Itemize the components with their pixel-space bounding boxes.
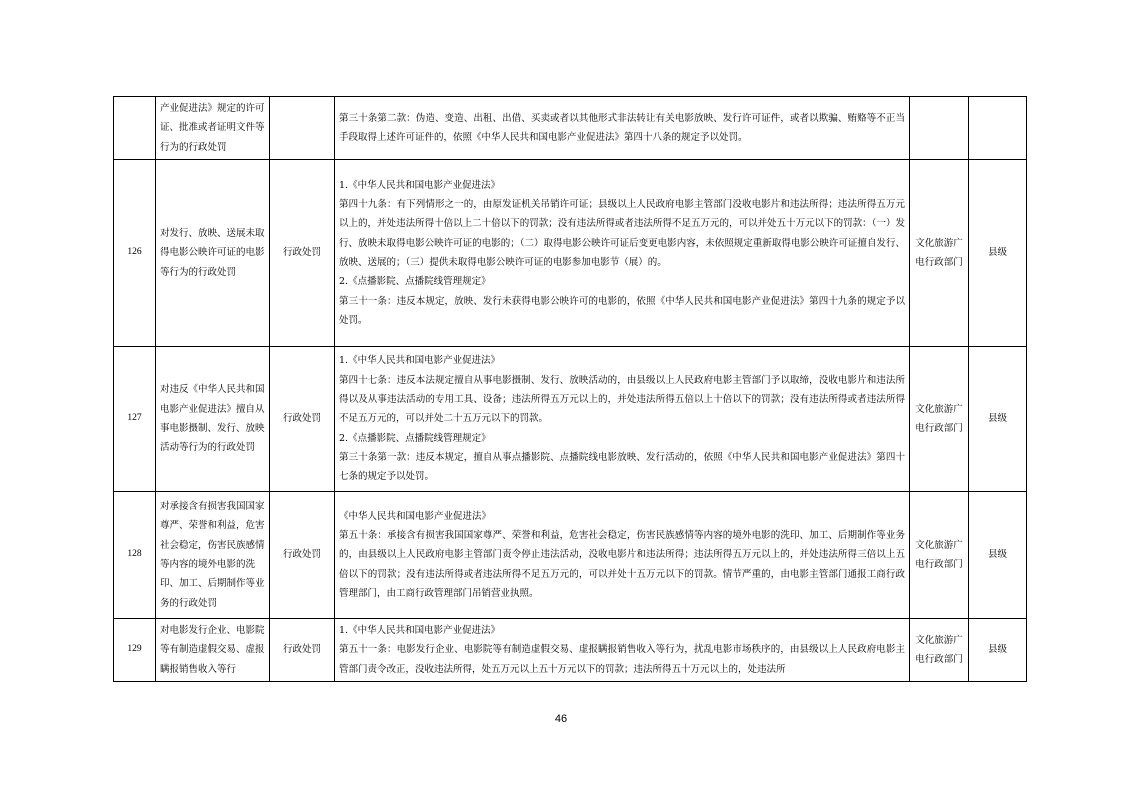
department: 文化旅游广电行政部门 bbox=[910, 347, 969, 492]
row-number: 129 bbox=[114, 619, 156, 682]
basis-paragraph: 1.《中华人民共和国电影产业促进法》 bbox=[339, 355, 501, 367]
department: 文化旅游广电行政部门 bbox=[910, 492, 969, 619]
level bbox=[969, 97, 1027, 160]
basis-paragraph: 2.《点播影院、点播院线管理规定》 bbox=[339, 276, 491, 288]
item-type: 行政处罚 bbox=[270, 160, 335, 347]
item-name: 产业促进法》规定的许可证、批准或者证明文件等行为的行政处罚 bbox=[156, 97, 270, 160]
basis-paragraph: 第五十一条：电影发行企业、电影院等有制造虚假交易、虚报瞒报销售收入等行为，扰乱电影市场秩序的，由县级以上人民政府电影主管部门责令改正，没收违法所得，处五万元以上五十万元以下的罚款；违法所得五十万元以上的，处违法所 bbox=[339, 644, 905, 675]
table-row bbox=[114, 492, 1027, 619]
department: 文化旅游广电行政部门 bbox=[910, 619, 969, 682]
legal-basis bbox=[335, 160, 910, 347]
row-number: 127 bbox=[114, 347, 156, 492]
table-row bbox=[114, 97, 1027, 160]
level: 县级 bbox=[969, 347, 1027, 492]
row-number bbox=[114, 97, 156, 160]
level: 县级 bbox=[969, 492, 1027, 619]
item-type: 行政处罚 bbox=[270, 492, 335, 619]
basis-paragraph: 第三十条第二款：伪造、变造、出租、出借、买卖或者以其他形式非法转让有关电影放映、发行许可证件，或者以欺骗、贿赂等不正当手段取得上述许可证件的，依照《中华人民共和国电影产业促进法》第四十八条的规定予以处罚。 bbox=[339, 112, 905, 143]
row-number: 128 bbox=[114, 492, 156, 619]
page-number: 46 bbox=[554, 713, 568, 725]
basis-paragraph: 《中华人民共和国电影产业促进法》 bbox=[339, 510, 492, 522]
table-row bbox=[114, 160, 1027, 347]
basis-paragraph: 第五十条：承接含有损害我国国家尊严、荣誉和利益，危害社会稳定，伤害民族感情等内容的境外电影的洗印、加工、后期制作等业务的，由县级以上人民政府电影主管部门责令停止违法活动，没收电影片和违法所得；违法所得五万元以上的，并处违法所得三倍以上五倍以下的罚款；没有违法所得或者违法所得不足五万元的，可以并处十五万元以下的罚款。情节严重的，由电影主管部门通报工商行政管理部门，由工商行政管理部门吊销营业执照。 bbox=[339, 530, 905, 599]
level: 县级 bbox=[969, 160, 1027, 347]
basis-paragraph: 2.《点播影院、点播院线管理规定》 bbox=[339, 432, 491, 444]
basis-paragraph: 第四十七条：违反本法规定擅自从事电影摄制、发行、放映活动的，由县级以上人民政府电影主管部门予以取缔，没收电影片和违法所得以及从事违法活动的专用工具、设备；违法所得五万元以上的，并处违法所得五倍以上十倍以下的罚款；没有违法所得或者违法所得不足五万元的，可以并处二十五万元以下的罚款。 bbox=[339, 374, 905, 425]
level: 县级 bbox=[969, 619, 1027, 682]
legal-basis bbox=[335, 492, 910, 619]
item-name: 对违反《中华人民共和国电影产业促进法》擅自从事电影摄制、发行、放映活动等行为的行政处罚 bbox=[156, 347, 270, 492]
item-type bbox=[270, 97, 335, 160]
basis-paragraph: 第三十一条：违反本规定，放映、发行未获得电影公映许可的电影的，依照《中华人民共和国电影产业促进法》第四十九条的规定予以处罚。 bbox=[339, 295, 905, 326]
regulation-table bbox=[113, 96, 1027, 682]
department: 文化旅游广电行政部门 bbox=[910, 160, 969, 347]
legal-basis bbox=[335, 347, 910, 492]
department bbox=[910, 97, 969, 160]
basis-paragraph: 第四十九条：有下列情形之一的，由原发证机关吊销许可证；县级以上人民政府电影主管部门没收电影片和违法所得；违法所得五万元以上的，并处违法所得十倍以上二十倍以下的罚款；没有违法所得或者违法所得不足五万元的，可以并处五十万元以下的罚款：（一）发行、放映未取得电影公映许可证的电影的；（二）取得电影公映许可证后变更电影内容，未依照规定重新取得电影公映许可证擅自发行、放映、送展的；（三）提供未取得电影公映许可证的电影参加电影节（展）的。 bbox=[339, 199, 905, 268]
legal-basis bbox=[335, 97, 910, 160]
item-name: 对电影发行企业、电影院等有制造虚假交易、虚报瞒报销售收入等行 bbox=[156, 619, 270, 682]
basis-paragraph: 1.《中华人民共和国电影产业促进法》 bbox=[339, 179, 501, 191]
item-name: 对发行、放映、送展未取得电影公映许可证的电影等行为的行政处罚 bbox=[156, 160, 270, 347]
item-type: 行政处罚 bbox=[270, 347, 335, 492]
item-name: 对承接含有损害我国国家尊严、荣誉和利益，危害社会稳定，伤害民族感情等内容的境外电影的洗印、加工、后期制作等业务的行政处罚 bbox=[156, 492, 270, 619]
row-number: 126 bbox=[114, 160, 156, 347]
item-type: 行政处罚 bbox=[270, 619, 335, 682]
basis-paragraph: 第三十条第一款：违反本规定，擅自从事点播影院、点播院线电影放映、发行活动的，依照《中华人民共和国电影产业促进法》第四十七条的规定予以处罚。 bbox=[339, 451, 905, 483]
basis-paragraph: 1.《中华人民共和国电影产业促进法》 bbox=[339, 625, 501, 637]
table-row bbox=[114, 619, 1027, 682]
legal-basis bbox=[335, 619, 910, 682]
table-row bbox=[114, 347, 1027, 492]
